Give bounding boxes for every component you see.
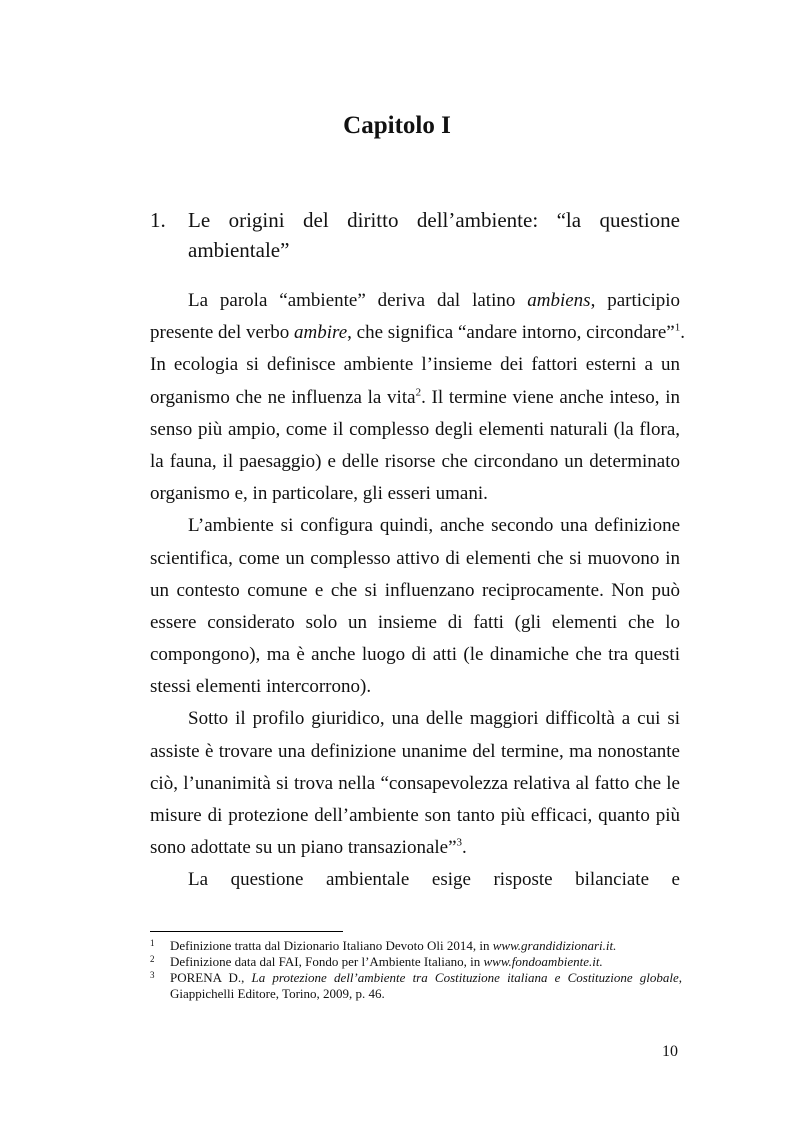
text-line: Sotto il profilo giuridico, una delle maggiori difficoltà a cui si: [188, 708, 680, 730]
text-line: la fauna, il paesaggio) e delle risorse che circondano un determinato: [150, 450, 680, 472]
text-line: scientifica, come un complesso attivo di elementi che si muovono in: [150, 547, 680, 569]
text-line: un contesto comune e che si influenzano reciprocamente. Non può: [150, 579, 680, 601]
section-heading: [150, 205, 680, 265]
footnote-number: 3: [150, 970, 155, 980]
text-line: ciò, l’unanimità si trova nella “consapevolezza relativa al fatto che le: [150, 772, 680, 794]
footnote-ref: 3: [456, 836, 463, 849]
text-line: La questione ambientale esige risposte bilanciate e: [188, 869, 680, 891]
body-text: [150, 285, 685, 897]
footnote-link: www.grandidizionari.it.: [492, 938, 617, 953]
text-line: compongono), ma è anche luogo di atti (le dinamiche che tra questi: [150, 644, 680, 666]
section-number: 1.: [150, 208, 166, 232]
footnote-number: 2: [150, 954, 155, 964]
footnote: 2 Definizione data dal FAI, Fondo per l’Ambiente Italiano, in www.fondoambiente.it.: [150, 954, 682, 970]
footnote-ref: 1: [674, 321, 681, 334]
chapter-title: Capitolo I: [343, 112, 451, 139]
section-title: Le origini del diritto dell’ambiente: “la questione ambientale”: [188, 208, 680, 262]
page-number: 10: [662, 1043, 678, 1060]
text-line: organismo che ne influenza la vita$^2$. Il termine viene anche inteso, in: [150, 386, 680, 408]
footnote: 1 Definizione tratta dal Dizionario Italiano Devoto Oli 2014, in www.grandidizionari.it.: [150, 938, 682, 954]
text-line: La parola “ambiente” deriva dal latino ambiens, participio: [188, 290, 680, 311]
footnote-book-title: La protezione dell’ambiente tra Costituzione italiana e Costituzione globale: [251, 970, 679, 985]
footnote-separator: [150, 931, 343, 932]
footnotes: [150, 938, 682, 1002]
text-line: senso più ampio, come il complesso degli elementi naturali (la flora,: [150, 418, 680, 440]
footnote: 3 PORENA D., La protezione dell’ambiente tra Costituzione italiana e Costituzione globale, Giappichelli Editore, Torino, 2009, p. 46.: [150, 970, 682, 1002]
text-line: sono adottate su un piano transazionale”$^3$.: [150, 836, 467, 859]
text-line: In ecologia si definisce ambiente l’insieme dei fattori esterni a un: [150, 354, 680, 376]
text-line: misure di protezione dell’ambiente son tanto più efficaci, quanto più: [150, 805, 680, 826]
text-line: essere considerato solo un insieme di fatti (gli elementi che lo: [150, 611, 680, 633]
footnote-number: 1: [150, 938, 155, 948]
text-line: presente del verbo ambire, che significa “andare intorno, circondare”$^1$.: [150, 321, 685, 344]
text-line: stessi elementi intercorrono).: [150, 676, 372, 698]
text-line: organismo e, in particolare, gli esseri umani.: [150, 483, 488, 505]
text-line: assiste è trovare una definizione unanime del termine, ma nonostante: [150, 740, 680, 762]
text-line: L’ambiente si configura quindi, anche secondo una definizione: [188, 515, 680, 537]
footnote-link: www.fondoambiente.it.: [483, 954, 603, 969]
footnote-ref: 2: [415, 386, 422, 399]
